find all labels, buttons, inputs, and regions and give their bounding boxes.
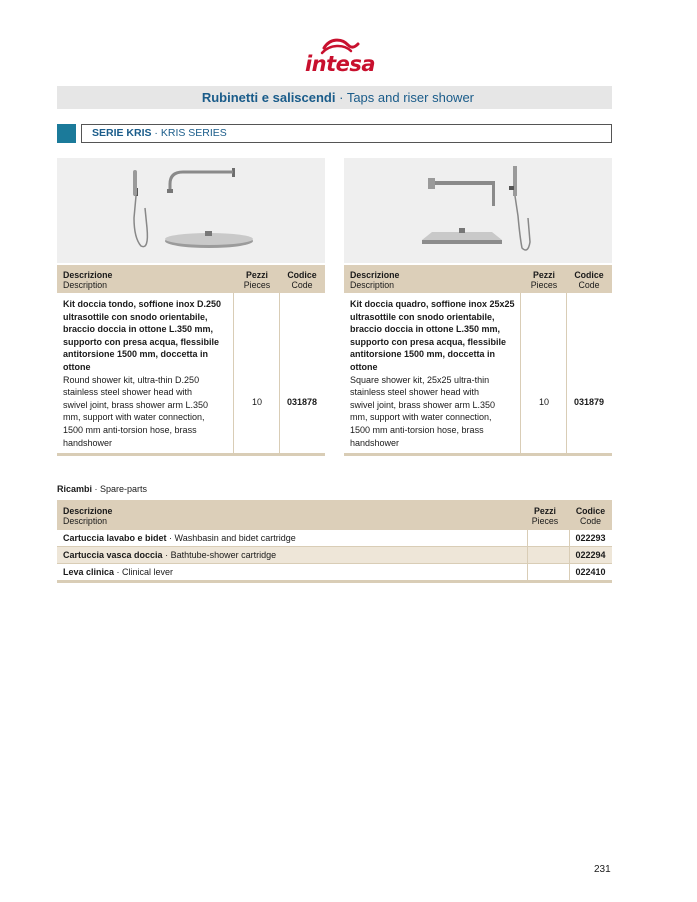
desc-it-line: braccio doccia in ottone L.350 mm, (63, 324, 214, 335)
table-row (57, 564, 612, 581)
desc-it-line: Kit doccia quadro, soffione inox 25x25 (350, 299, 515, 309)
table-row (57, 293, 325, 456)
logo-text: intesa (304, 52, 376, 76)
desc-it-line: supporto con presa acqua, flessibile (350, 336, 507, 347)
page-title-it: Rubinetti e saliscendi (201, 90, 336, 105)
spare-separator: · (162, 550, 171, 560)
page-number: 231 (594, 864, 611, 875)
table-bottom-rule (57, 581, 612, 583)
spare-title-en: Spare-parts (100, 484, 148, 494)
series-title (81, 124, 612, 143)
header-code-en: Code (578, 280, 600, 290)
desc-en-line: Round shower kit, ultra-thin D.250 (63, 374, 200, 385)
desc-en-line: swivel joint, brass shower arm L.350 (350, 399, 496, 410)
spare-name-it: Cartuccia vasca doccia (63, 550, 163, 560)
header-code-it: Codice (575, 506, 606, 516)
desc-en-line: swivel joint, brass shower arm L.350 (63, 399, 209, 410)
spare-name-it: Leva clinica (63, 567, 115, 577)
desc-it-line: antitorsione 1500 mm, doccetta in (350, 349, 496, 360)
spare-name-it: Cartuccia lavabo e bidet (63, 533, 167, 543)
spare-code: 022293 (575, 533, 606, 543)
table-header (57, 500, 612, 530)
title-separator: · (335, 90, 347, 105)
desc-it-line: supporto con presa acqua, flessibile (63, 336, 220, 347)
desc-it-line: braccio doccia in ottone L.350 mm, (350, 324, 501, 335)
spare-title-separator: · (92, 484, 101, 494)
intesa-logo (300, 36, 380, 78)
series-marker (57, 124, 76, 143)
desc-en-line: mm, support with water connection, (63, 412, 205, 423)
header-code-it: Codice (287, 270, 317, 280)
desc-it-line: antitorsione 1500 mm, doccetta in (63, 349, 209, 360)
table-row (344, 293, 612, 456)
spare-parts-title (57, 484, 147, 494)
header-code-it: Codice (574, 270, 604, 280)
header-code-en: Code (579, 516, 602, 526)
desc-en-line: stainless steel shower head with (63, 387, 193, 398)
desc-en-line: mm, support with water connection, (350, 412, 492, 423)
page-title-bar (57, 86, 612, 109)
spare-title-it: Ricambi (57, 484, 93, 494)
spare-code: 022294 (575, 550, 606, 560)
pieces-value: 10 (251, 397, 262, 407)
product-code: 031879 (573, 397, 605, 407)
desc-it-line: ottone (350, 361, 378, 372)
table-row (57, 530, 612, 547)
spare-name-en: Bathtube-shower cartridge (170, 550, 277, 560)
product-table-round (57, 265, 325, 456)
series-label-en: KRIS SERIES (160, 127, 227, 139)
desc-en-line: 1500 mm anti-torsion hose, brass (63, 424, 197, 435)
spare-code: 022410 (575, 567, 606, 577)
header-description-en: Description (63, 280, 108, 290)
header-pieces-en: Pieces (531, 516, 559, 526)
product-table-square (344, 265, 612, 456)
spare-separator: · (166, 533, 175, 543)
desc-en-line: Square shower kit, 25x25 ultra-thin (350, 374, 490, 385)
spare-parts-table (57, 500, 612, 583)
header-description-it: Descrizione (350, 270, 400, 280)
desc-en-line: 1500 mm anti-torsion hose, brass (350, 424, 484, 435)
series-separator: · (151, 127, 161, 139)
table-row (57, 547, 612, 564)
pieces-value: 10 (538, 397, 549, 407)
desc-it-line: ultrasottile con snodo orientabile, (350, 311, 495, 322)
product-photo-square (344, 158, 612, 263)
desc-en-line: handshower (350, 437, 400, 448)
table-header (57, 265, 325, 293)
header-pieces-en: Pieces (530, 280, 558, 290)
header-pieces-en: Pieces (243, 280, 271, 290)
header-description-it: Descrizione (63, 270, 113, 280)
desc-en-line: stainless steel shower head with (350, 387, 480, 398)
product-code: 031878 (286, 397, 318, 407)
header-pieces-it: Pezzi (533, 506, 556, 516)
table-header (344, 265, 612, 293)
series-label-it: SERIE KRIS (92, 127, 152, 139)
header-pieces-it: Pezzi (532, 270, 555, 280)
header-description-en: Description (63, 516, 108, 526)
product-description (350, 298, 518, 449)
header-pieces-it: Pezzi (245, 270, 268, 280)
desc-it-line: Kit doccia tondo, soffione inox D.250 (63, 299, 222, 309)
desc-en-line: handshower (63, 437, 113, 448)
product-description (63, 298, 231, 449)
desc-it-line: ottone (63, 361, 91, 372)
header-code-en: Code (291, 280, 313, 290)
header-description-en: Description (350, 280, 395, 290)
desc-it-line: ultrasottile con snodo orientabile, (63, 311, 208, 322)
header-description-it: Descrizione (63, 506, 113, 516)
spare-separator: · (114, 567, 123, 577)
product-photo-round (57, 158, 325, 263)
spare-name-en: Clinical lever (122, 567, 174, 577)
spare-name-en: Washbasin and bidet cartridge (174, 533, 296, 543)
page-title-en: Taps and riser shower (346, 90, 474, 105)
